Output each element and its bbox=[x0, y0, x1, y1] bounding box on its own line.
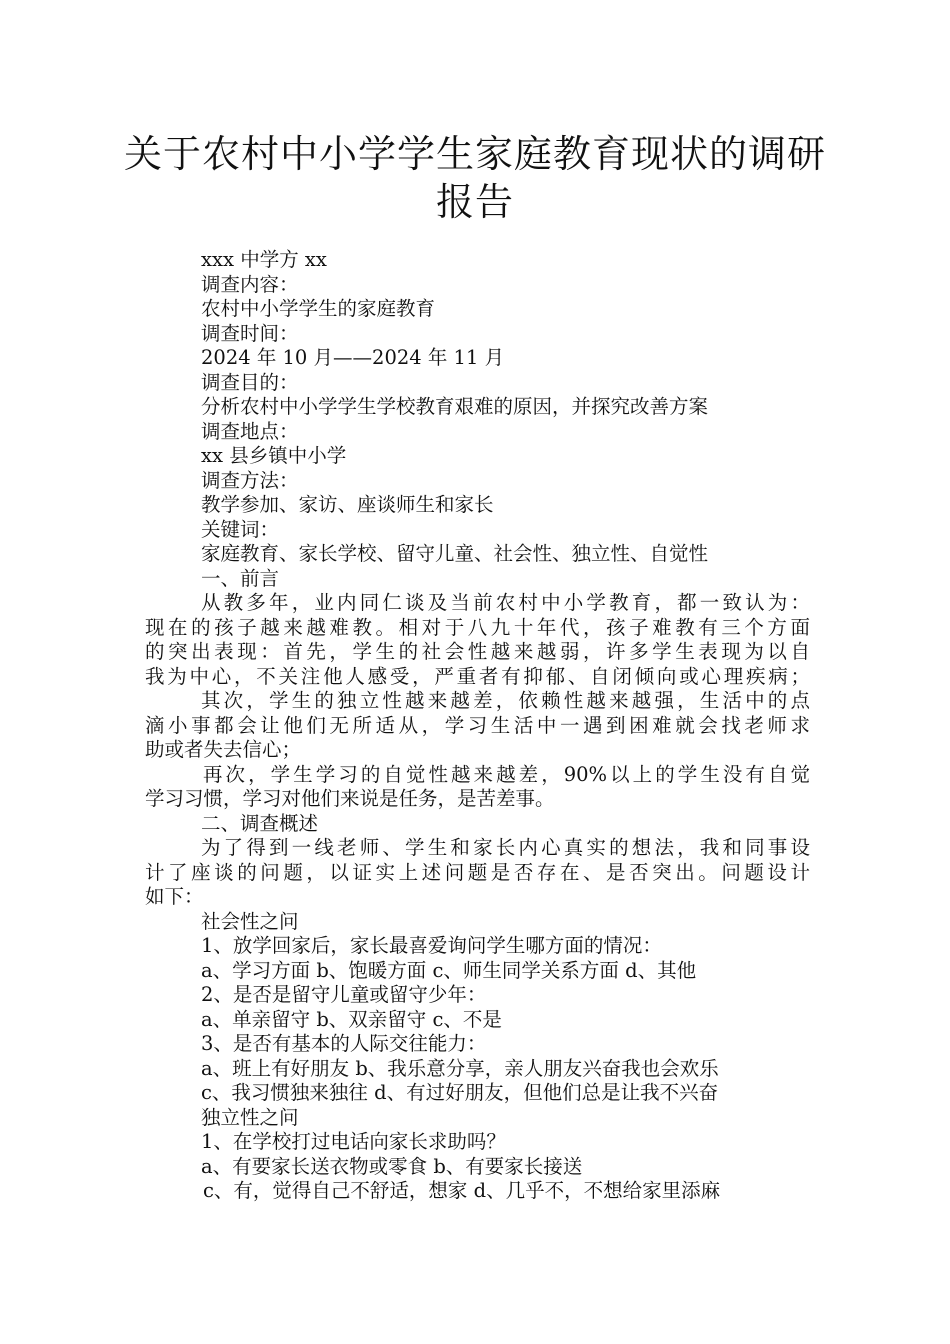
paragraph-line: 我为中心，不关注他人感受，严重者有抑郁、自闭倾向或心理疾病； bbox=[145, 664, 810, 688]
survey-method-value: 教学参加、家访、座谈师生和家长 bbox=[201, 493, 494, 516]
answer-options-line: a、有要家长送衣物或零食 b、有要家长接送 bbox=[201, 1154, 583, 1178]
survey-method-label: 调查方法： bbox=[201, 468, 299, 492]
survey-time-value: 2024 年 10 月——2024 年 11 月 bbox=[201, 346, 505, 369]
paragraph-line: 如下： bbox=[145, 885, 204, 908]
section-heading-preface: 一、前言 bbox=[201, 566, 280, 590]
paragraph-line: 从教多年，业内同仁谈及当前农村中小学教育，都一致认为： bbox=[201, 591, 810, 614]
survey-location-label: 调查地点： bbox=[201, 419, 299, 443]
subsection-heading-independence: 独立性之问 bbox=[201, 1105, 299, 1129]
answer-options-line: a、单亲留守 b、双亲留守 c、不是 bbox=[201, 1007, 502, 1031]
survey-content-value: 农村中小学学生的家庭教育 bbox=[201, 297, 436, 320]
survey-purpose-label: 调查目的： bbox=[201, 370, 299, 394]
paragraph-line: 为了得到一线老师、学生和家长内心真实的想法，我和同事设 bbox=[201, 836, 810, 859]
paragraph-line: 再次，学生学习的自觉性越来越差，90%以上的学生没有自觉 bbox=[203, 762, 810, 786]
paragraph-line: 其次，学生的独立性越来越差，依赖性越来越强，生活中的点 bbox=[201, 689, 810, 712]
survey-content-label: 调查内容： bbox=[201, 272, 299, 296]
author-line: xxx 中学方 xx bbox=[201, 248, 327, 271]
question-line: 3、是否有基本的人际交往能力： bbox=[201, 1032, 487, 1055]
survey-time-label: 调查时间： bbox=[201, 321, 299, 345]
answer-options-line: a、班上有好朋友 b、我乐意分享，亲人朋友兴奋我也会欢乐 bbox=[201, 1056, 719, 1080]
survey-purpose-value: 分析农村中小学学生学校教育艰难的原因，并探究改善方案 bbox=[201, 395, 709, 418]
paragraph-line: 滴小事都会让他们无所适从，学习生活中一遇到困难就会找老师求 bbox=[145, 713, 810, 737]
paragraph-line: 计了座谈的问题，以证实上述问题是否存在、是否突出。问题设计 bbox=[145, 860, 810, 884]
question-line: 2、是否是留守儿童或留守少年： bbox=[201, 983, 487, 1006]
paragraph-line: 的突出表现：首先，学生的社会性越来越弱，许多学生表现为以自 bbox=[145, 640, 810, 663]
subsection-heading-sociality: 社会性之问 bbox=[201, 909, 299, 933]
document-title-line-2: 报告 bbox=[435, 180, 514, 224]
paragraph-line: 现在的孩子越来越难教。相对于八九十年代，孩子难教有三个方面 bbox=[145, 615, 810, 639]
document-body bbox=[145, 248, 810, 1204]
answer-options-line: c、我习惯独来独往 d、有过好朋友，但他们总是让我不兴奋 bbox=[201, 1081, 719, 1104]
question-line: 1、在学校打过电话向家长求助吗？ bbox=[201, 1130, 506, 1153]
paragraph-line: 助或者失去信心； bbox=[145, 738, 302, 761]
answer-options-line: c、有，觉得自己不舒适，想家 d、几乎不，不想给家里添麻 bbox=[203, 1179, 721, 1202]
document-title-line-1: 关于农村中小学学生家庭教育现状的调研 bbox=[123, 132, 826, 176]
section-heading-overview: 二、调查概述 bbox=[201, 811, 319, 835]
paragraph-line: 学习习惯，学习对他们来说是任务，是苦差事。 bbox=[145, 787, 555, 810]
keywords-label: 关键词： bbox=[201, 517, 280, 541]
question-line: 1、放学回家后，家长最喜爱询问学生哪方面的情况： bbox=[201, 934, 662, 957]
survey-location-value: xx 县乡镇中小学 bbox=[201, 444, 347, 467]
answer-options-line: a、学习方面 b、饱暖方面 c、师生同学关系方面 d、其他 bbox=[201, 958, 697, 982]
keywords-value: 家庭教育、家长学校、留守儿童、社会性、独立性、自觉性 bbox=[201, 542, 709, 565]
